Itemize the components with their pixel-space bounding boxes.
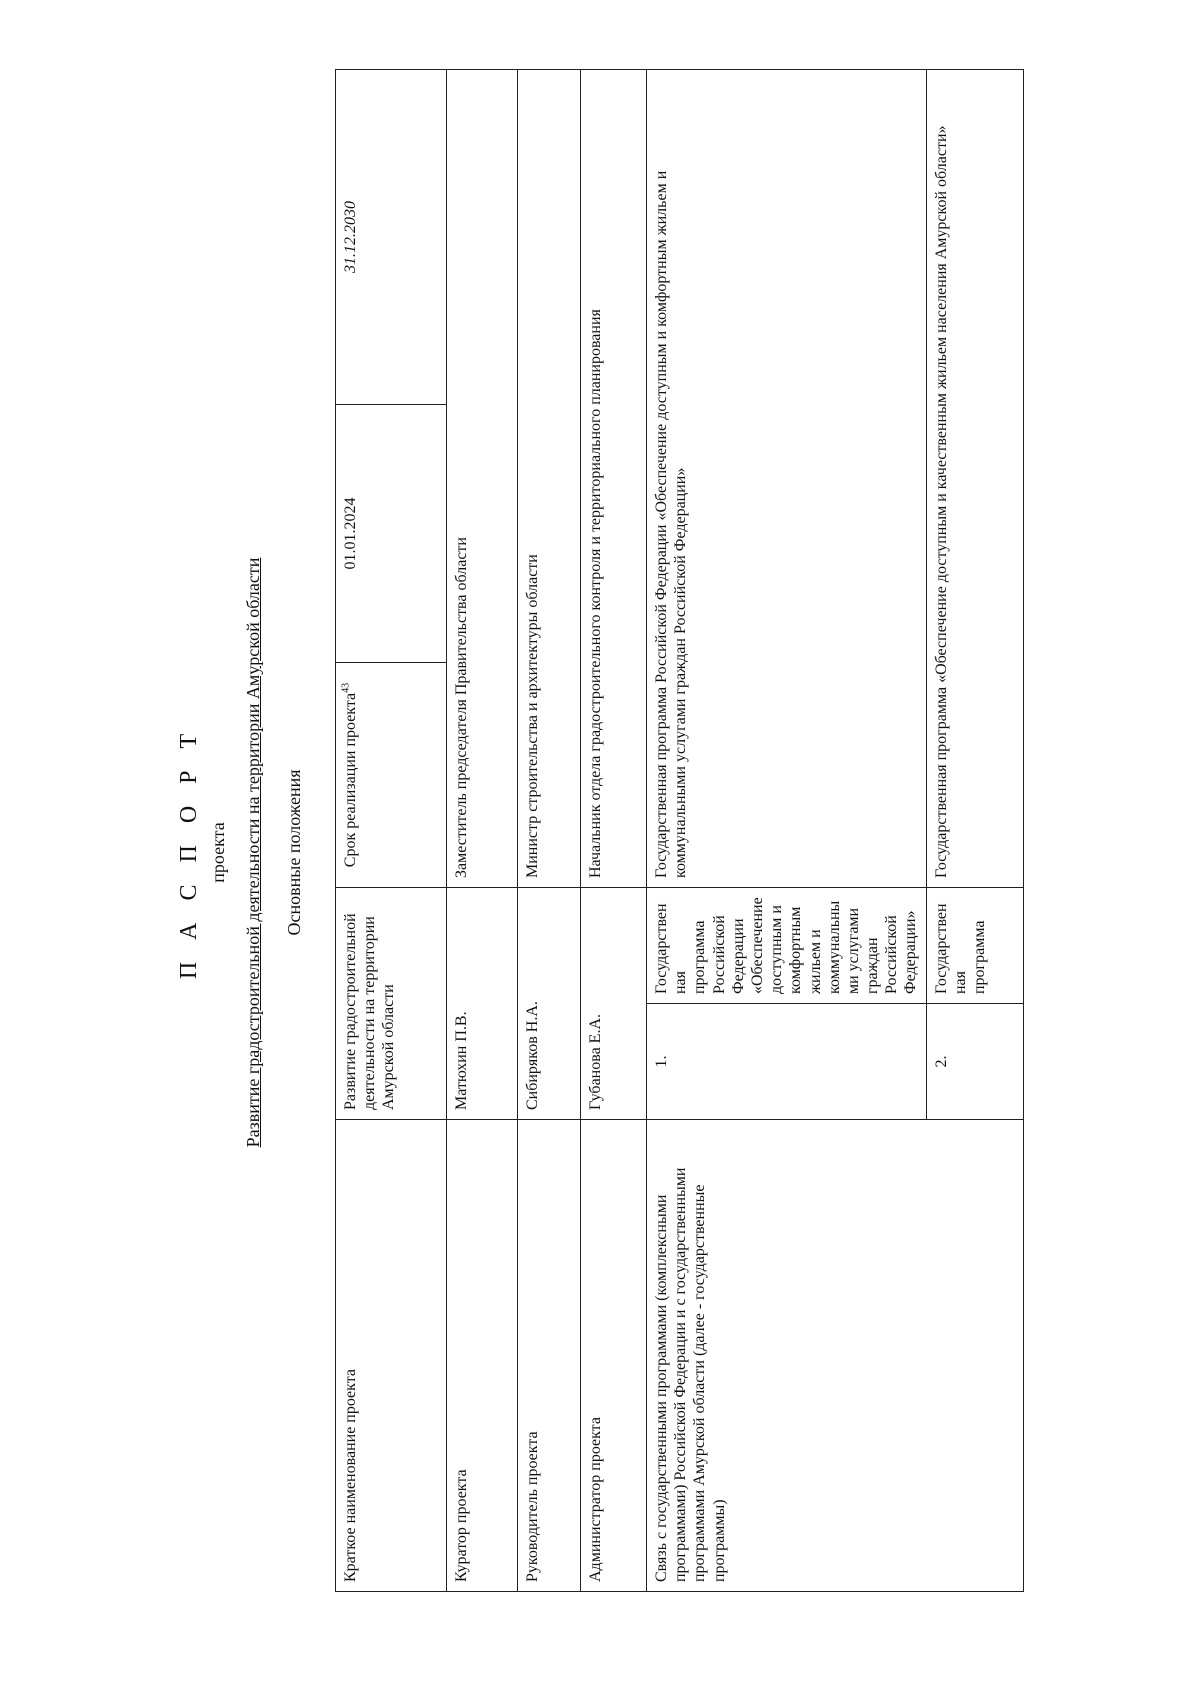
- document-subtitle: проекта: [208, 822, 228, 883]
- curator-name: Матюхин П.В.: [447, 888, 518, 1120]
- program-2-type: Государственная программа: [926, 888, 1023, 1004]
- programs-label: Связь с государственными программами (комплексными программами) Российской Федерации и с государственными программами Амурской области (далее - государственные программы): [647, 1120, 1024, 1592]
- term-label: Срок реализации проекта: [342, 692, 359, 868]
- head-label: Руководитель проекта: [518, 1120, 581, 1592]
- table-row-admin: [581, 70, 647, 1592]
- term-label-cell: [336, 663, 447, 888]
- table-row-curator: [447, 70, 518, 1592]
- short-name-label: Краткое наименование проекта: [336, 1120, 447, 1592]
- head-position: Министр строительства и архитектуры области: [518, 70, 581, 888]
- program-1-type: Государственная программа Российской Федерации «Обеспечение доступным и комфортным жильем и коммунальными услугами граждан Российской Федерации»: [647, 888, 927, 1004]
- program-2-name: Государственная программа «Обеспечение доступным и качественным жильем населения Амурской области»: [926, 70, 1023, 888]
- program-1-number: 1.: [647, 1004, 927, 1120]
- passport-table: [335, 69, 1024, 1592]
- document-title: П А С П О Р Т: [176, 725, 202, 980]
- curator-position: Заместитель председателя Правительства области: [447, 70, 518, 888]
- table-row-short-name: [336, 70, 447, 1592]
- program-2-number: 2.: [926, 1004, 1023, 1120]
- admin-position: Начальник отдела градостроительного контроля и территориального планирования: [581, 70, 647, 888]
- term-footnote: 43: [340, 682, 352, 693]
- program-1-name: Государственная программа Российской Федерации «Обеспечение доступным и комфортным жильем и коммунальными услугами граждан Российской Федерации»: [647, 70, 927, 888]
- curator-label: Куратор проекта: [447, 1120, 518, 1592]
- short-name-value: Развитие градостроительной деятельности на территории Амурской области: [336, 888, 447, 1120]
- admin-label: Администратор проекта: [581, 1120, 647, 1592]
- start-date: 01.01.2024: [336, 405, 447, 663]
- section-title: Основные положения: [284, 769, 304, 936]
- table-row-program-1: [647, 70, 927, 1592]
- end-date: 31.12.2030: [336, 70, 447, 405]
- head-name: Сибиряков Н.А.: [518, 888, 581, 1120]
- admin-name: Губанова Е.А.: [581, 888, 647, 1120]
- project-full-name: Развитие градостроительной деятельности на территории Амурской области: [243, 557, 263, 1148]
- table-row-head: [518, 70, 581, 1592]
